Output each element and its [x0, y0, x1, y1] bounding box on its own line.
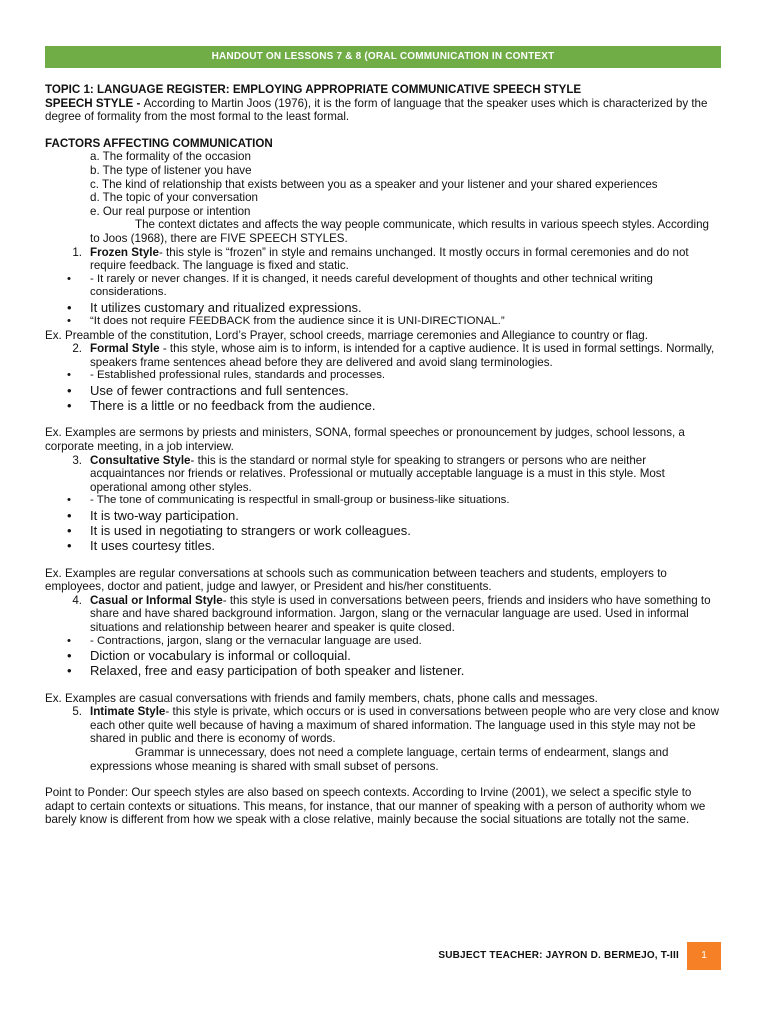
- style-item-intimate: 5. Intimate Style- this style is private, which occurs or is used in conversations between people who are very close and know each other quite well because of having a maximum of shared information. The language used in this style may not be shared in public and there is economy of words.: [72, 705, 719, 746]
- list-item: • “It does not require FEEDBACK from the audience since it is UNI-DIRECTIONAL.”: [67, 315, 505, 328]
- style-item-frozen: 1. Frozen Style- this style is “frozen” in style and remains unchanged. It mostly occurs in formal ceremonies and do not require feedback. The language is fixed and static.: [72, 245, 689, 273]
- subject-teacher: SUBJECT TEACHER: JAYRON D. BERMEJO, T-III: [438, 950, 679, 961]
- page-footer: [432, 942, 721, 970]
- style-example: Ex. Examples are casual conversations with friends and family members, chats, phone calls and messages.: [45, 691, 598, 705]
- style-item-formal: 2. Formal Style - this style, whose aim is to inform, is intended for a captive audience. It is used in formal settings. Normally, speakers frame sentences ahead before they are delivered and avoid slang terminologies.: [72, 342, 715, 369]
- factor-item: b. The type of listener you have: [90, 163, 252, 177]
- list-item: • It uses courtesy titles.: [67, 538, 215, 554]
- list-item: • - It rarely or never changes. If it is changed, it needs careful development of thoughts and other technical writing considerations.: [67, 272, 653, 299]
- speech-style-definition: SPEECH STYLE - According to Martin Joos (1976), it is the form of language that the speaker uses which is characterized by the degree of formality from the most formal to the least formal.: [45, 96, 708, 124]
- list-item: • Use of fewer contractions and full sentences.: [67, 383, 349, 399]
- handout-body: [45, 83, 721, 827]
- page-number: 1: [687, 942, 721, 970]
- intimate-style-extra: Grammar is unnecessary, does not need a complete language, certain terms of endearment, slangs and expressions whose meaning is shared with small subset of persons.: [90, 746, 669, 773]
- list-item: • Diction or vocabulary is informal or colloquial.: [67, 648, 351, 664]
- list-item: • - Established professional rules, standards and processes.: [67, 369, 386, 382]
- list-item: • - Contractions, jargon, slang or the vernacular language are used.: [67, 634, 422, 647]
- style-example: Ex. Examples are sermons by priests and ministers, SONA, formal speeches or pronouncement by judges, school lessons, a corporate meeting, in a job interview.: [45, 426, 685, 454]
- factors-heading: FACTORS AFFECTING COMMUNICATION: [45, 136, 273, 150]
- style-item-consultative: 3. Consultative Style- this is the standard or normal style for speaking to strangers or persons who are neither acquaintances nor friends or relatives. Professional or mutually acceptable language is a must in this style. Most operational among other styles.: [72, 453, 665, 494]
- topic-title: TOPIC 1: LANGUAGE REGISTER: EMPLOYING APPROPRIATE COMMUNICATIVE SPEECH STYLE: [45, 83, 582, 96]
- list-item: • It is two-way participation.: [67, 508, 239, 524]
- style-example: Ex. Examples are regular conversations at schools such as communication between teachers and students, employers to employees, doctor and patient, judge and lawyer, or President and his/her constituents.: [45, 566, 667, 594]
- style-item-casual: 4. Casual or Informal Style- this style is used in conversations between peers, friends and insiders who have something to share and have shared background information. Jargon, slang or the vernacular language are used. Used in informal situations and relationship between hearer and speaker is quite closed.: [72, 593, 711, 635]
- style-example: Ex. Preamble of the constitution, Lord’s Prayer, school creeds, marriage ceremonies and Allegiance to country or flag.: [45, 328, 648, 342]
- factor-item: d. The topic of your conversation: [90, 191, 258, 205]
- factor-item: e. Our real purpose or intention: [90, 204, 251, 218]
- list-item: • - The tone of communicating is respectful in small-group or business-like situations.: [67, 494, 510, 507]
- list-item: • There is a little or no feedback from the audience.: [67, 398, 376, 414]
- list-item: • It is used in negotiating to strangers or work colleagues.: [67, 523, 411, 539]
- factor-item: a. The formality of the occasion: [90, 150, 251, 164]
- list-item: • It utilizes customary and ritualized expressions.: [67, 299, 362, 315]
- factor-item: c. The kind of relationship that exists between you as a speaker and your listener and your shared experiences: [90, 177, 658, 191]
- factors-intro: The context dictates and affects the way people communicate, which results in various speech styles. According to Joos (1968), there are FIVE SPEECH STYLES.: [90, 218, 709, 245]
- list-item: • Relaxed, free and easy participation of both speaker and listener.: [67, 663, 465, 679]
- handout-banner: HANDOUT ON LESSONS 7 & 8 (ORAL COMMUNICATION IN CONTEXT: [45, 46, 721, 68]
- point-to-ponder: Point to Ponder: Our speech styles are also based on speech contexts. According to Irvine (2001), we select a specific style to adapt to certain contexts or situations. This means, for instance, that our manner of speaking with a person of authority whom we barely know is different from how we speak with a close relative, mainly because the social situations are totally not the same.: [45, 786, 706, 827]
